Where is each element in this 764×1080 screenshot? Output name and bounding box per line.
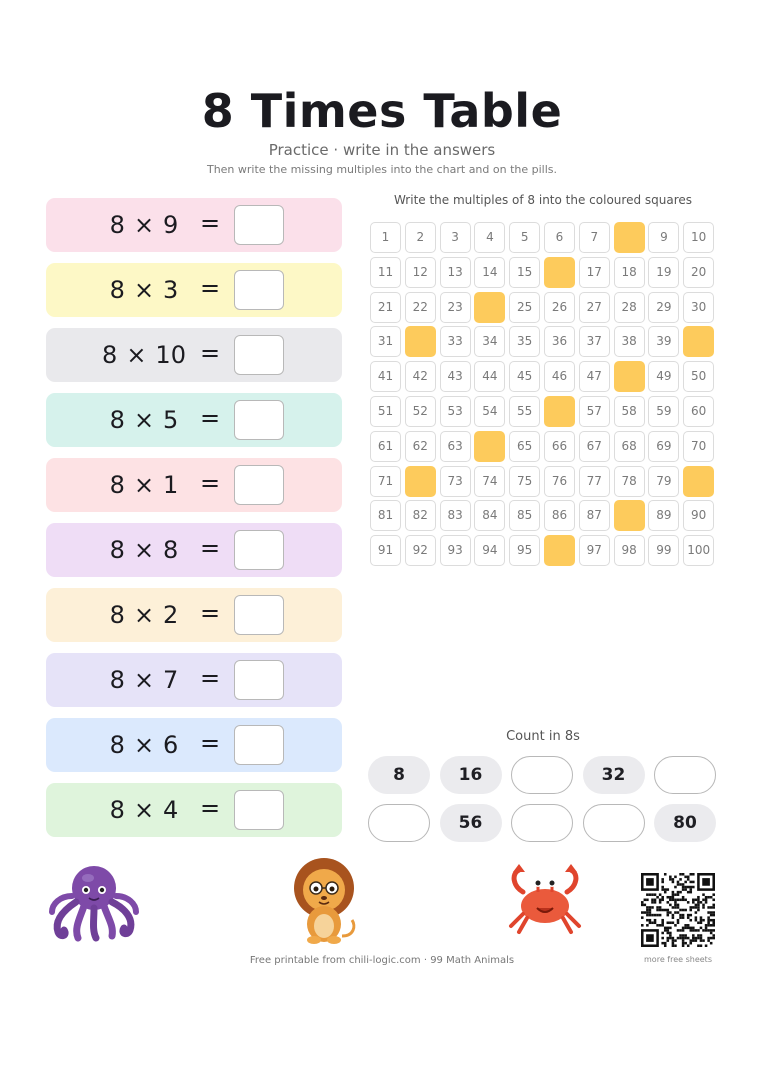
times-sign: × — [133, 276, 155, 304]
times-sign: × — [133, 601, 155, 629]
chart-number-cell: 71 — [370, 466, 401, 497]
times-sign: × — [126, 341, 147, 369]
chart-number-cell: 65 — [509, 431, 540, 462]
chart-number-cell: 79 — [648, 466, 679, 497]
count-by-title: Count in 8s — [506, 729, 580, 744]
chart-number-cell: 81 — [370, 500, 401, 531]
chart-number-cell: 33 — [440, 326, 471, 357]
answer-box[interactable] — [234, 465, 284, 505]
problem-factor-b: 5 — [163, 406, 179, 434]
equals-sign: = — [200, 664, 221, 692]
count-pill: 80 — [654, 804, 716, 842]
chart-blank-square[interactable] — [474, 431, 505, 462]
qr-label: more free sheets — [644, 955, 712, 964]
count-pill: 16 — [440, 756, 502, 794]
problem-factor-b: 7 — [163, 666, 179, 694]
chart-number-cell: 27 — [579, 292, 610, 323]
chart-number-cell: 6 — [544, 222, 575, 253]
answer-box[interactable] — [234, 790, 284, 830]
chart-number-cell: 90 — [683, 500, 714, 531]
chart-number-cell: 84 — [474, 500, 505, 531]
chart-number-cell: 89 — [648, 500, 679, 531]
equals-sign: = — [200, 274, 221, 302]
chart-number-cell: 20 — [683, 257, 714, 288]
equals-sign: = — [200, 469, 221, 497]
problem-factor-b: 3 — [163, 276, 179, 304]
chart-number-cell: 53 — [440, 396, 471, 427]
count-pill-blank[interactable] — [511, 804, 573, 842]
chart-blank-square[interactable] — [683, 466, 714, 497]
chart-blank-square[interactable] — [544, 257, 575, 288]
chart-blank-square[interactable] — [614, 361, 645, 392]
chart-number-cell: 36 — [544, 326, 575, 357]
times-sign: × — [133, 666, 155, 694]
chart-number-cell: 14 — [474, 257, 505, 288]
count-pill: 32 — [583, 756, 645, 794]
answer-box[interactable] — [234, 270, 284, 310]
problem-factor-a: 8 — [102, 341, 118, 369]
chart-number-cell: 54 — [474, 396, 505, 427]
chart-number-cell: 43 — [440, 361, 471, 392]
page-title: 8 Times Table — [201, 84, 563, 138]
chart-number-cell: 7 — [579, 222, 610, 253]
chart-number-cell: 95 — [509, 535, 540, 566]
chart-number-cell: 30 — [683, 292, 714, 323]
chart-number-cell: 67 — [579, 431, 610, 462]
chart-blank-square[interactable] — [683, 326, 714, 357]
chart-number-cell: 100 — [683, 535, 714, 566]
answer-box[interactable] — [234, 205, 284, 245]
chart-number-cell: 61 — [370, 431, 401, 462]
chart-number-cell: 37 — [579, 326, 610, 357]
answer-box[interactable] — [234, 400, 284, 440]
chart-number-cell: 2 — [405, 222, 436, 253]
problem-row — [46, 458, 342, 512]
chart-number-cell: 29 — [648, 292, 679, 323]
equals-sign: = — [200, 599, 221, 627]
problem-factor-a: 8 — [109, 276, 125, 304]
problem-row — [46, 718, 342, 772]
chart-number-cell: 44 — [474, 361, 505, 392]
chart-number-cell: 47 — [579, 361, 610, 392]
chart-number-cell: 98 — [614, 535, 645, 566]
problem-row — [46, 783, 342, 837]
problem-factor-a: 8 — [109, 211, 125, 239]
equals-sign: = — [200, 794, 221, 822]
times-sign: × — [133, 731, 155, 759]
chart-blank-square[interactable] — [405, 326, 436, 357]
chart-number-cell: 15 — [509, 257, 540, 288]
chart-number-cell: 21 — [370, 292, 401, 323]
times-sign: × — [133, 211, 155, 239]
count-pill-blank[interactable] — [583, 804, 645, 842]
answer-box[interactable] — [234, 595, 284, 635]
answer-box[interactable] — [234, 725, 284, 765]
chart-number-cell: 25 — [509, 292, 540, 323]
count-pill-blank[interactable] — [511, 756, 573, 794]
equals-sign: = — [200, 404, 221, 432]
chart-number-cell: 82 — [405, 500, 436, 531]
chart-number-cell: 99 — [648, 535, 679, 566]
chart-number-cell: 93 — [440, 535, 471, 566]
chart-number-cell: 63 — [440, 431, 471, 462]
chart-number-cell: 13 — [440, 257, 471, 288]
chart-number-cell: 69 — [648, 431, 679, 462]
page-subtitle: Practice · write in the answers — [268, 141, 496, 159]
count-pill: 8 — [368, 756, 430, 794]
chart-number-cell: 34 — [474, 326, 505, 357]
chart-number-cell: 1 — [370, 222, 401, 253]
chart-number-cell: 50 — [683, 361, 714, 392]
problem-factor-a: 8 — [109, 731, 125, 759]
chart-number-cell: 4 — [474, 222, 505, 253]
chart-number-cell: 42 — [405, 361, 436, 392]
times-sign: × — [133, 796, 155, 824]
chart-number-cell: 55 — [509, 396, 540, 427]
chart-number-cell: 12 — [405, 257, 436, 288]
chart-number-cell: 19 — [648, 257, 679, 288]
chart-number-cell: 10 — [683, 222, 714, 253]
problem-row — [46, 588, 342, 642]
answer-box[interactable] — [234, 530, 284, 570]
answer-box[interactable] — [234, 660, 284, 700]
count-pill: 56 — [440, 804, 502, 842]
chart-number-cell: 94 — [474, 535, 505, 566]
problem-factor-a: 8 — [109, 471, 125, 499]
chart-number-cell: 70 — [683, 431, 714, 462]
chart-number-cell: 39 — [648, 326, 679, 357]
lion-illustration — [284, 854, 364, 946]
chart-number-cell: 60 — [683, 396, 714, 427]
chart-number-cell: 86 — [544, 500, 575, 531]
problem-factor-b: 2 — [163, 601, 179, 629]
chart-number-cell: 38 — [614, 326, 645, 357]
chart-number-cell: 45 — [509, 361, 540, 392]
problem-row — [46, 653, 342, 707]
chart-number-cell: 74 — [474, 466, 505, 497]
chart-number-cell: 46 — [544, 361, 575, 392]
chart-number-cell: 87 — [579, 500, 610, 531]
chart-number-cell: 23 — [440, 292, 471, 323]
equals-sign: = — [200, 209, 221, 237]
problem-factor-b: 6 — [163, 731, 179, 759]
page-instructions: Then write the missing multiples into the chart and on the pills. — [206, 163, 558, 176]
problem-row — [46, 263, 342, 317]
problem-factor-b: 8 — [163, 536, 179, 564]
chart-number-cell: 92 — [405, 535, 436, 566]
chart-number-cell: 85 — [509, 500, 540, 531]
chart-number-cell: 18 — [614, 257, 645, 288]
chart-blank-square[interactable] — [614, 222, 645, 253]
equals-sign: = — [200, 339, 221, 367]
chart-blank-square[interactable] — [405, 466, 436, 497]
chart-number-cell: 52 — [405, 396, 436, 427]
problem-factor-b: 4 — [163, 796, 179, 824]
chart-number-cell: 51 — [370, 396, 401, 427]
times-sign: × — [133, 406, 155, 434]
chart-number-cell: 68 — [614, 431, 645, 462]
problem-row — [46, 523, 342, 577]
chart-number-cell: 17 — [579, 257, 610, 288]
chart-number-cell: 59 — [648, 396, 679, 427]
problem-row — [46, 198, 342, 252]
hundred-chart-title: Write the multiples of 8 into the coloured squares — [393, 193, 693, 207]
footer-credit: Free printable from chili-logic.com · 99 Math Animals — [249, 955, 515, 966]
octopus-illustration — [46, 860, 142, 942]
problem-factor-a: 8 — [109, 406, 125, 434]
chart-number-cell: 62 — [405, 431, 436, 462]
chart-number-cell: 5 — [509, 222, 540, 253]
chart-number-cell: 78 — [614, 466, 645, 497]
chart-blank-square[interactable] — [614, 500, 645, 531]
chart-number-cell: 73 — [440, 466, 471, 497]
answer-box[interactable] — [234, 335, 284, 375]
count-pill-blank[interactable] — [654, 756, 716, 794]
chart-number-cell: 31 — [370, 326, 401, 357]
chart-number-cell: 3 — [440, 222, 471, 253]
problem-factor-b: 9 — [163, 211, 179, 239]
chart-number-cell: 28 — [614, 292, 645, 323]
problem-factor-a: 8 — [109, 666, 125, 694]
qr-code[interactable] — [641, 873, 715, 947]
chart-blank-square[interactable] — [544, 535, 575, 566]
chart-number-cell: 75 — [509, 466, 540, 497]
chart-number-cell: 97 — [579, 535, 610, 566]
problem-factor-a: 8 — [109, 601, 125, 629]
chart-blank-square[interactable] — [474, 292, 505, 323]
chart-number-cell: 35 — [509, 326, 540, 357]
equals-sign: = — [200, 729, 221, 757]
chart-number-cell: 83 — [440, 500, 471, 531]
times-sign: × — [133, 536, 155, 564]
hundred-chart — [370, 222, 718, 570]
chart-number-cell: 11 — [370, 257, 401, 288]
equals-sign: = — [200, 534, 221, 562]
chart-number-cell: 76 — [544, 466, 575, 497]
chart-blank-square[interactable] — [544, 396, 575, 427]
chart-number-cell: 57 — [579, 396, 610, 427]
problem-factor-a: 8 — [109, 796, 125, 824]
chart-number-cell: 58 — [614, 396, 645, 427]
chart-number-cell: 77 — [579, 466, 610, 497]
chart-number-cell: 49 — [648, 361, 679, 392]
problem-factor-a: 8 — [109, 536, 125, 564]
problem-row — [46, 328, 342, 382]
problem-factor-b: 10 — [155, 341, 186, 369]
chart-number-cell: 26 — [544, 292, 575, 323]
chart-number-cell: 22 — [405, 292, 436, 323]
problem-factor-b: 1 — [163, 471, 179, 499]
chart-number-cell: 9 — [648, 222, 679, 253]
chart-number-cell: 41 — [370, 361, 401, 392]
crab-illustration — [505, 862, 585, 936]
problem-row — [46, 393, 342, 447]
count-pill-blank[interactable] — [368, 804, 430, 842]
times-sign: × — [133, 471, 155, 499]
chart-number-cell: 66 — [544, 431, 575, 462]
chart-number-cell: 91 — [370, 535, 401, 566]
